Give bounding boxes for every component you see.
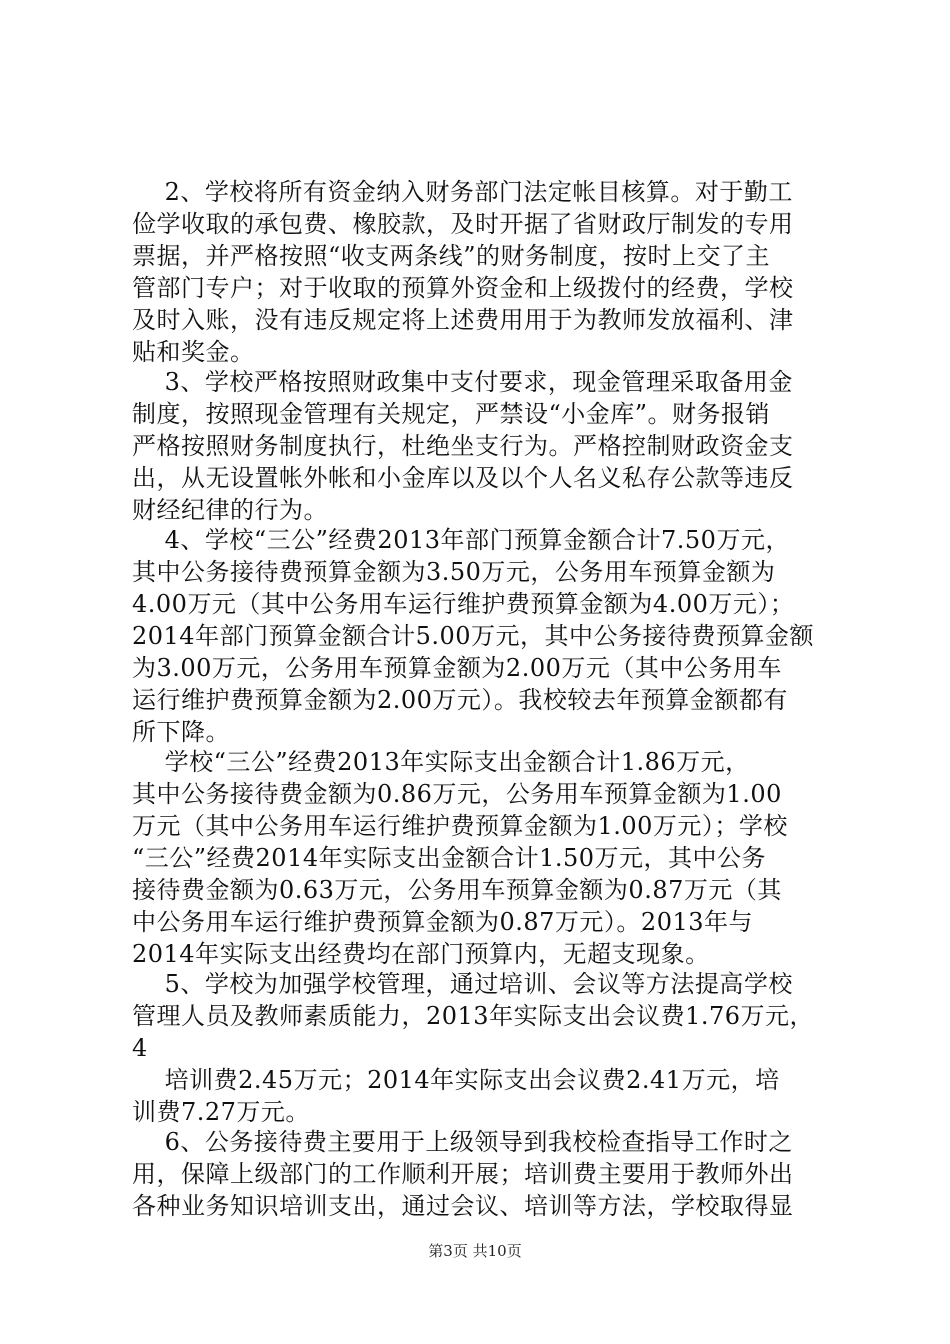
text-line: 培训费2.45万元；2014年实际支出会议费2.41万元，培 xyxy=(132,1066,780,1094)
text-line: 贴和奖金。 xyxy=(132,338,255,366)
text-line: 制度，按照现金管理有关规定，严禁设“小金库”。财务报销 xyxy=(132,400,771,428)
text-line: 3、学校严格按照财政集中支付要求，现金管理采取备用金 xyxy=(132,368,793,396)
text-line: 其中公务接待费金额为0.86万元，公务用车预算金额为1.00 xyxy=(132,780,782,808)
text-line: 严格按照财务制度执行，杜绝坐支行为。严格控制财政资金支 xyxy=(132,432,794,460)
text-line: 2014年实际支出经费均在部门预算内，无超支现象。 xyxy=(132,940,710,968)
text-line: 学校“三公”经费2013年实际支出金额合计1.86万元， xyxy=(132,748,750,776)
text-line: 训费7.27万元。 xyxy=(132,1098,310,1126)
text-line: 出，从无设置帐外帐和小金库以及以个人名义私存公款等违反 xyxy=(132,464,794,492)
text-line: 所下降。 xyxy=(132,718,230,746)
text-line: 各种业务知识培训支出，通过会议、培训等方法，学校取得显 xyxy=(132,1192,794,1220)
text-line: 俭学收取的承包费、橡胶款，及时开据了省财政厅制发的专用 xyxy=(132,210,794,238)
text-line: 管部门专户；对于收取的预算外资金和上级拨付的经费，学校 xyxy=(132,274,794,302)
text-line: 财经纪律的行为。 xyxy=(132,496,328,524)
text-line: 4 xyxy=(132,1034,148,1062)
text-line: 接待费金额为0.63万元，公务用车预算金额为0.87万元（其 xyxy=(132,876,782,904)
text-line: 2、学校将所有资金纳入财务部门法定帐目核算。对于勤工 xyxy=(132,178,793,206)
text-line: 4.00万元（其中公务用车运行维护费预算金额为4.00万元）； xyxy=(132,590,795,618)
text-line: 管理人员及教师素质能力，2013年实际支出会议费1.76万元， xyxy=(132,1002,815,1030)
text-line: 为3.00万元，公务用车预算金额为2.00万元（其中公务用车 xyxy=(132,654,782,682)
text-line: 中公务用车运行维护费预算金额为0.87万元）。2013年与 xyxy=(132,908,754,936)
text-line: 及时入账，没有违反规定将上述费用用于为教师发放福利、津 xyxy=(132,306,794,334)
text-line: 2014年部门预算金额合计5.00万元，其中公务接待费预算金额 xyxy=(132,622,815,650)
text-line: 万元（其中公务用车运行维护费预算金额为1.00万元）；学校 xyxy=(132,812,788,840)
page-number-footer: 第3页 共10页 xyxy=(428,1242,522,1260)
text-line: 6、公务接待费主要用于上级领导到我校检查指导工作时之 xyxy=(132,1128,793,1156)
text-line: 票据，并严格按照“收支两条线”的财务制度，按时上交了主 xyxy=(132,242,771,270)
text-line: 用，保障上级部门的工作顺利开展；培训费主要用于教师外出 xyxy=(132,1160,794,1188)
text-line: 运行维护费预算金额为2.00万元）。我校较去年预算金额都有 xyxy=(132,686,788,714)
text-line: 其中公务接待费预算金额为3.50万元，公务用车预算金额为 xyxy=(132,558,776,586)
text-line: 5、学校为加强学校管理，通过培训、会议等方法提高学校 xyxy=(132,970,793,998)
text-line: “三公”经费2014年实际支出金额合计1.50万元，其中公务 xyxy=(132,844,767,872)
text-line: 4、学校“三公”经费2013年部门预算金额合计7.50万元， xyxy=(132,526,790,554)
